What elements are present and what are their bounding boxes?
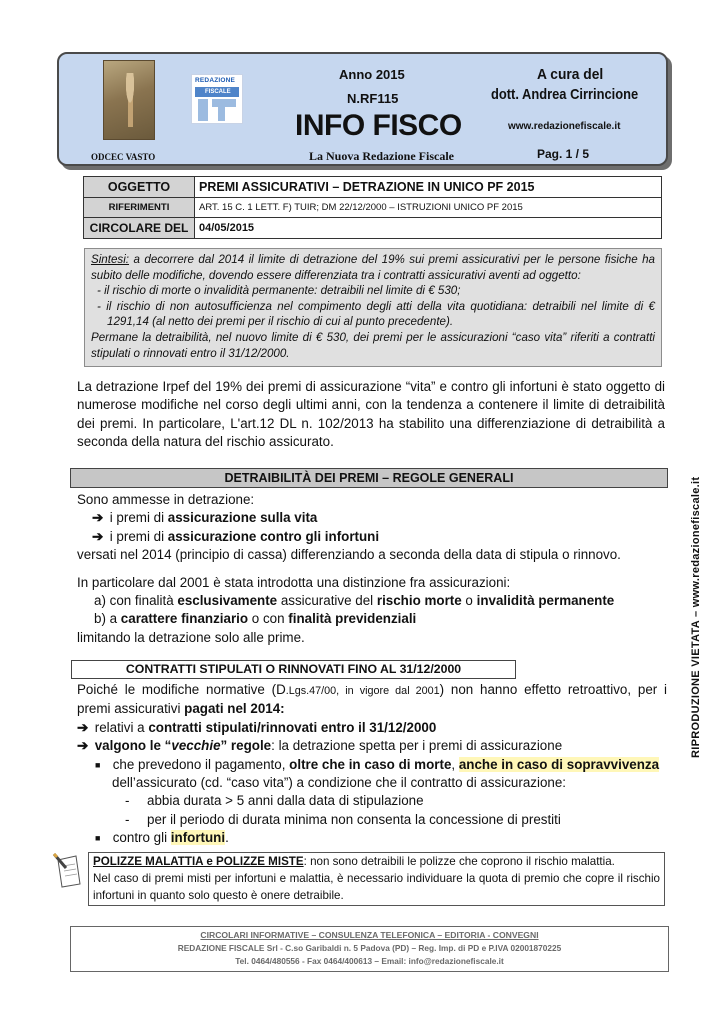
note-box [88, 852, 665, 906]
intro-paragraph: La detrazione Irpef del 19% dei premi di assicurazione “vita” e contro gli infortuni è stato oggetto di numerose modifiche nel corso degli ultimi anni, con la tendenza a contenere il limite di detraibilità dei premi. In particolare, L'art.12 DL n. 102/2013 ha stabilito una differenziazione di detraibilità a seconda della natura del rischio assicurato. [77, 379, 665, 450]
curator-label: A cura del [537, 66, 604, 83]
row-value: ART. 15 C. 1 LETT. F) TUIR; DM 22/12/2000 – ISTRUZIONI UNICO PF 2015 [195, 198, 662, 218]
row-key: RIFERIMENTI [84, 198, 195, 218]
publication-subtitle: La Nuova Redazione Fiscale [309, 149, 454, 163]
row-value: PREMI ASSICURATIVI – DETRAZIONE IN UNICO PF 2015 [195, 177, 662, 198]
table-row [84, 218, 662, 239]
footer [70, 926, 669, 972]
list-item: b) a carattere finanziario o con finalità previdenziali [94, 611, 417, 627]
section-2-body [77, 681, 667, 848]
section-title-detraibilita: DETRAIBILITÀ DEI PREMI – REGOLE GENERALI [70, 468, 668, 488]
publication-title: INFO FISCO [295, 109, 462, 142]
section-1-body [77, 491, 667, 647]
summary-label: Sintesi: [91, 253, 130, 266]
summary-intro: a decorrere dal 2014 il limite di detrazione del 19% sui premi assicurativi per le persone fisiche ha subito delle modifiche, dovendo essere differenziata tra i contratti assicurativi aventi ad oggetto: [91, 253, 655, 282]
list-item: ■ contro gli infortuni. [77, 829, 667, 847]
table-row [84, 198, 662, 218]
section-1-p2: In particolare dal 2001 è stata introdotta una distinzione fra assicurazioni: [77, 574, 511, 590]
section-2-p1-cont: premi assicurativi pagati nel 2014: [77, 701, 285, 717]
summary-item: - il rischio di non autosufficienza nel compimento degli atti della vita quotidiana: detraibili nel limite di € 1291,14 (al netto dei premi per il rischio di cui al punto precedente). [97, 299, 655, 329]
logo-text-top: REDAZIONE [195, 77, 236, 84]
section-title-contratti: CONTRATTI STIPULATI O RINNOVATI FINO AL 31/12/2000 [71, 660, 516, 679]
list-item: ➔ relativi a contratti stipulati/rinnovati entro il 31/12/2000 [77, 719, 667, 737]
arrow-icon: ➔ [92, 528, 104, 544]
arrow-icon: ➔ [77, 738, 89, 754]
summary-item: - il rischio di morte o invalidità permanente: detraibili nel limite di € 530; [97, 284, 461, 298]
row-key: OGGETTO [84, 177, 195, 198]
website-link[interactable]: www.redazionefiscale.it [508, 121, 621, 132]
section-1-after: versati nel 2014 (principio di cassa) differenziando a seconda della data di stipula o rinnovo. [77, 547, 621, 563]
note-line-1: POLIZZE MALATTIA e POLIZZE MISTE: non sono detraibili le polizze che coprono il rischio malattia. [93, 855, 615, 868]
redazione-fiscale-logo [191, 74, 243, 124]
row-key: CIRCOLARE DEL [84, 218, 195, 239]
list-item: ■ che prevedono il pagamento, oltre che in caso di morte, anche in caso di sopravvivenza [77, 756, 667, 774]
arrow-icon: ➔ [92, 510, 104, 526]
sub-list-item: - per il periodo di durata minima non consenta la concessione di prestiti [125, 811, 561, 827]
section-1-limit: limitando la detrazione solo alle prime. [77, 629, 305, 645]
list-item: ➔ i premi di assicurazione contro gli infortuni [77, 528, 667, 546]
note-line-2: Nel caso di premi misti per infortuni e malattia, è necessario individuare la quota di premio che copre il rischio infortuni in quanto solo questo è onere detraibile. [93, 872, 660, 903]
footer-contacts: Tel. 0464/480556 - Fax 0464/400613 – Email: info@redazionefiscale.it [235, 956, 504, 966]
curator-name: dott. Andrea Cirrincione [491, 86, 639, 103]
section-1-lead: Sono ammesse in detrazione: [77, 492, 255, 507]
note-pencil-icon [52, 850, 82, 888]
list-item: ➔ i premi di assicurazione sulla vita [77, 509, 667, 527]
document-header [57, 52, 668, 166]
square-bullet-icon: ■ [95, 833, 101, 844]
sub-list-item: - abbia durata > 5 anni dalla data di stipulazione [125, 793, 424, 809]
page-number: Pag. 1 / 5 [537, 147, 590, 161]
footer-company: REDAZIONE FISCALE Srl - C.so Garibaldi n. 5 Padova (PD) – Reg. Imp. di PD e P.IVA 02001870225 [177, 943, 562, 953]
issue-year: Anno 2015 [339, 67, 405, 82]
row-value: 04/05/2015 [195, 218, 662, 239]
object-table [83, 176, 662, 239]
mosaic-image [103, 60, 155, 140]
footer-services: CIRCOLARI INFORMATIVE – CONSULENZA TELEFONICA – EDITORIA - CONVEGNI [200, 930, 539, 940]
square-bullet-icon: ■ [95, 759, 101, 770]
odcec-label: ODCEC VASTO [91, 152, 156, 162]
summary-box [84, 248, 662, 367]
list-item: ➔ valgono le “vecchie” regole: la detrazione spetta per i premi di assicurazione [77, 737, 667, 755]
logo-text-bottom: FISCALE [195, 87, 239, 97]
side-copyright-text: RIPRODUZIONE VIETATA – www.redazionefiscale.it [690, 476, 702, 758]
arrow-icon: ➔ [77, 719, 89, 735]
issue-number: N.RF115 [347, 91, 399, 106]
table-row [84, 177, 662, 198]
list-item-cont: dell’assicurato (cd. “caso vita”) a condizione che il contratto di assicurazione: [112, 775, 567, 791]
section-2-p1: Poiché le modifiche normative (D.Lgs.47/00, in vigore dal 2001) non hanno effetto retroattivo, per i [77, 682, 667, 697]
list-item: a) con finalità esclusivamente assicurative del rischio morte o invalidità permanente [94, 593, 615, 609]
summary-outro: Permane la detraibilità, nel nuovo limite di € 530, dei premi per le assicurazioni “caso vita” riferiti a contratti stipulati o rinnovati entro il 31/12/2000. [91, 330, 655, 360]
